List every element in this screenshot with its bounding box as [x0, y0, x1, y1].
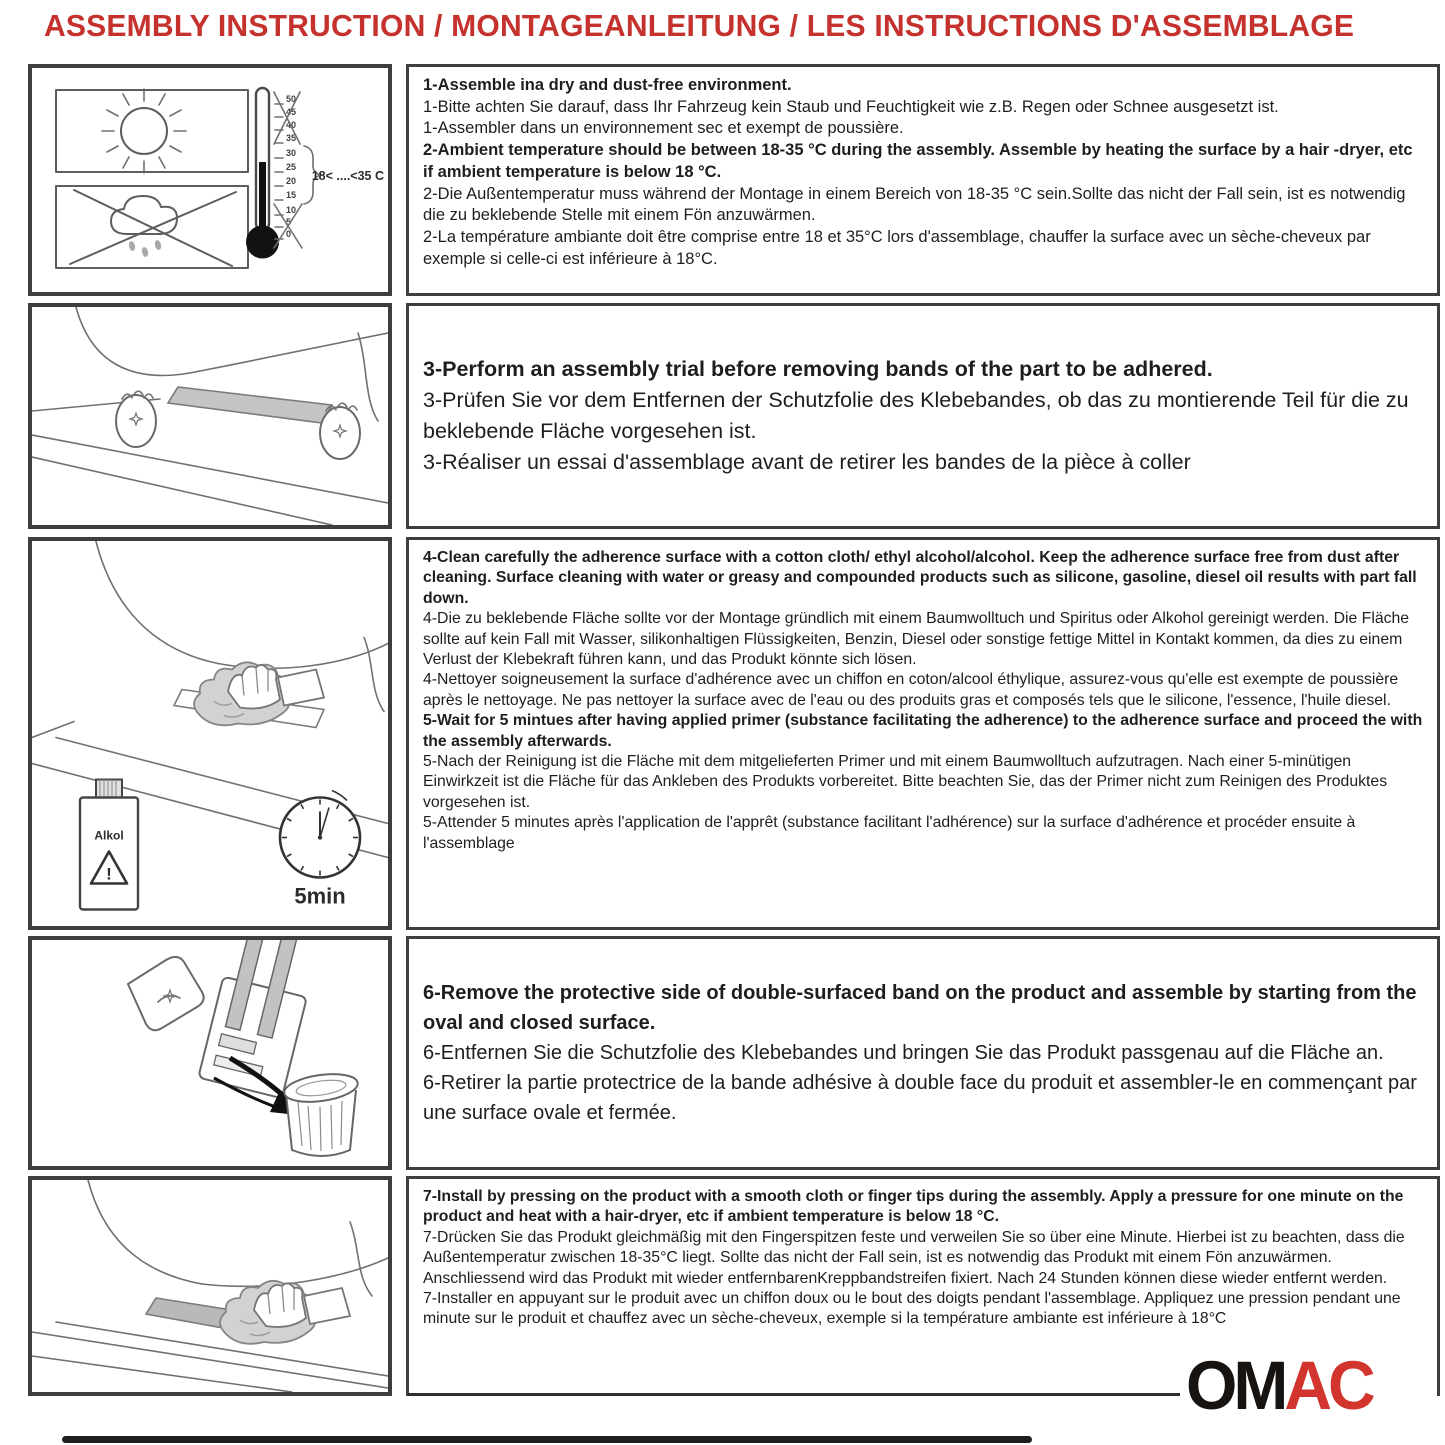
illustration-trial-fit: [28, 303, 392, 529]
exclamation-mark: !: [106, 864, 112, 884]
five-min-label: 5min: [294, 883, 346, 909]
sill-trim-strip: [168, 387, 332, 423]
illustration-press: [28, 1176, 392, 1396]
press-graphic: [32, 1180, 388, 1392]
logo-text-red: AC: [1284, 1346, 1372, 1424]
clock-icon: [280, 791, 360, 909]
step-1-fr: 1-Assembler dans un environnement sec et exempt de poussière.: [423, 119, 904, 138]
illustration-cleaning: [28, 537, 392, 930]
step-4-fr: 4-Nettoyer soigneusement la surface d'adhérence avec un chiffon en coton/alcool éthylique, assurez-vous qu'elle est exempte de poussière après le nettoyage. Ne pas nettoyer la surface avec de l'eau ou des produits gras et composés tels que le silicone, l'essence, l'huile diesel.: [423, 671, 1399, 709]
step-3-de: 3-Prüfen Sie vor dem Entfernen der Schutzfolie des Klebebandes, ob das zu montierende Teil für die zu beklebende Fläche vorgesehen ist.: [423, 388, 1409, 443]
car-door-outline: [32, 1180, 388, 1392]
step-5-de: 5-Nach der Reinigung ist die Fläche mit dem mitgelieferten Primer und mit einem Baumwolltuch aufzutragen. Nach einer 5-minütigen Einwirkzeit ist die Fläche für das Ankleben des Produkts vorbereitet. Bitte beachten Sie, das der Primer nicht zum Reinigen des Produktes vorgesehen ist.: [423, 753, 1388, 811]
peel-band-graphic: [32, 940, 388, 1166]
step-4-en: 4-Clean carefully the adherence surface with a cotton cloth/ ethyl alcohol/alcohol. Keep the adherence surface free from dust after cleaning. Surface cleaning with water or greasy and compounded products such as silicone, gasoline, diesel oil results with part fall down.: [423, 549, 1417, 607]
logo-text-black: OM: [1186, 1346, 1285, 1424]
scale-10: 10: [286, 205, 297, 215]
cleaning-graphic: [32, 541, 388, 926]
step-1-de: 1-Bitte achten Sie darauf, dass Ihr Fahrzeug kein Staub und Feuchtigkeit wie z.B. Regen oder Schnee ausgesetzt ist.: [423, 97, 1279, 116]
bottle-label: Alkol: [94, 828, 124, 843]
textbox-step-6: [406, 936, 1440, 1170]
textbox-steps-1-2: [406, 64, 1440, 296]
step-6-de: 6-Entfernen Sie die Schutzfolie des Klebebandes und bringen Sie das Produkt passgenau auf die Fläche an.: [423, 1042, 1384, 1064]
alcohol-bottle-icon: [80, 780, 138, 910]
textbox-step-3: [406, 303, 1440, 529]
footer-divider: [408, 1393, 1180, 1396]
thermometer-icon: [246, 88, 384, 259]
step-1-en: 1-Assemble ina dry and dust-free environment.: [423, 76, 792, 94]
step-3-fr: 3-Réaliser un essai d'assemblage avant de retirer les bandes de la pièce à coller: [423, 450, 1191, 474]
scale-30: 30: [286, 148, 297, 158]
step-6-fr: 6-Retirer la partie protectrice de la bande adhésive à double face du produit et assembler-le en commençant par une surface ovale et fermée.: [423, 1072, 1417, 1124]
scale-5: 5: [286, 217, 292, 227]
no-rain-icon: [56, 186, 248, 268]
scale-20: 20: [286, 176, 297, 186]
scale-50: 50: [286, 94, 297, 104]
peeling-hand-icon: [128, 957, 204, 1030]
environment-graphic: [32, 68, 388, 292]
step-7-fr: 7-Installer en appuyant sur le produit avec un chiffon doux ou le bout des doigts pendant l'assemblage. Appliquez une pression pendant une minute sur le produit et chauffez avec un sèche-cheveux, exemple si la température ambiante est inférieure à 18°C: [423, 1290, 1401, 1328]
pressing-hand-icon: [220, 1281, 350, 1344]
illustration-environment: [28, 64, 392, 296]
trial-fit-graphic: [32, 307, 388, 525]
page-title: ASSEMBLY INSTRUCTION / MONTAGEANLEITUNG / LES INSTRUCTIONS D'ASSEMBLAGE: [44, 8, 1355, 43]
sun-icon: [56, 89, 248, 173]
right-hand-icon: [320, 403, 360, 459]
illustration-peel-band: [28, 936, 392, 1170]
scale-35: 35: [286, 133, 297, 143]
step-2-fr: 2-La température ambiante doit être comprise entre 18 et 35°C lors d'assemblage, chauffer la surface avec un sèche-cheveux par exemple si celle-ci est inférieure à 18°C.: [423, 227, 1371, 268]
step-5-fr: 5-Attender 5 minutes après l'application de l'apprêt (substance facilitant l'adhérence) sur la surface d'adhérence et procéder ensuite à l'assemblage: [423, 814, 1356, 852]
bottom-edge-bar: [62, 1436, 1032, 1443]
product-with-bands: [198, 940, 324, 1098]
step-7-en: 7-Install by pressing on the product with a smooth cloth or finger tips during the assembly. Apply a pressure for one minute on the product and heat with a hair-dryer, etc if ambient temperature is below 18 °C.: [423, 1188, 1404, 1226]
step-3-en: 3-Perform an assembly trial before removing bands of the part to be adhered.: [423, 357, 1213, 381]
omac-logo: [1186, 1346, 1372, 1424]
textbox-steps-4-5: [406, 537, 1440, 930]
step-7-de: 7-Drücken Sie das Produkt gleichmäßig mit den Fingerspitzen feste und verweilen Sie so über eine Minute. Hierbei ist zu beachten, dass die Außentemperatur zwischen 18-35°C liegt. Sollte das nicht der Fall sein, ist es notwendig das Produkt mit einem Fön anzuwärmen. Anschliessend wird das Produkt mit wieder entfernbarenKreppbandstreifen fixiert. Nach 24 Stunden können diese wieder entfernt werden.: [423, 1228, 1405, 1287]
step-5-en: 5-Wait for 5 mintues after having applied primer (substance facilitating the adherence) to the adherence surface and proceed the with the assembly afterwards.: [423, 712, 1423, 750]
scale-15: 15: [286, 190, 297, 200]
scale-25: 25: [286, 162, 297, 172]
scale-40: 40: [286, 120, 297, 130]
step-2-en: 2-Ambient temperature should be between 18-35 °C during the assembly. Assemble by heating the surface by a hair -dryer, etc if ambient temperature is below 18 °C.: [423, 141, 1413, 181]
trash-can-icon: [283, 1070, 360, 1156]
step-4-de: 4-Die zu beklebende Fläche sollte vor der Montage gründlich mit einem Baumwolltuch und Spiritus oder Alkohol gereinigt werden. Die Fläche sollte auf kein Fall mit Wasser, silikonhaltigen Flüssigkeiten, Benzin, Diesel oder sonstige fettige Mittel in Kontakt kommen, da dies zu einem Verlust der Klebekraft führen kann, und das Produkt könnte sich lösen.: [423, 610, 1410, 669]
step-2-de: 2-Die Außentemperatur muss während der Montage in einem Bereich von 18-35 °C sein.Sollte das nicht der Fall sein, ist es notwendig die zu beklebende Stelle mit einem Fön anzuwärmen.: [423, 184, 1406, 225]
scale-45: 45: [286, 107, 297, 117]
scale-0: 0: [286, 229, 292, 239]
step-6-en: 6-Remove the protective side of double-surfaced band on the product and assemble by starting from the oval and closed surface.: [423, 982, 1417, 1034]
temperature-range-label: 18< ....<35 C: [311, 169, 384, 183]
